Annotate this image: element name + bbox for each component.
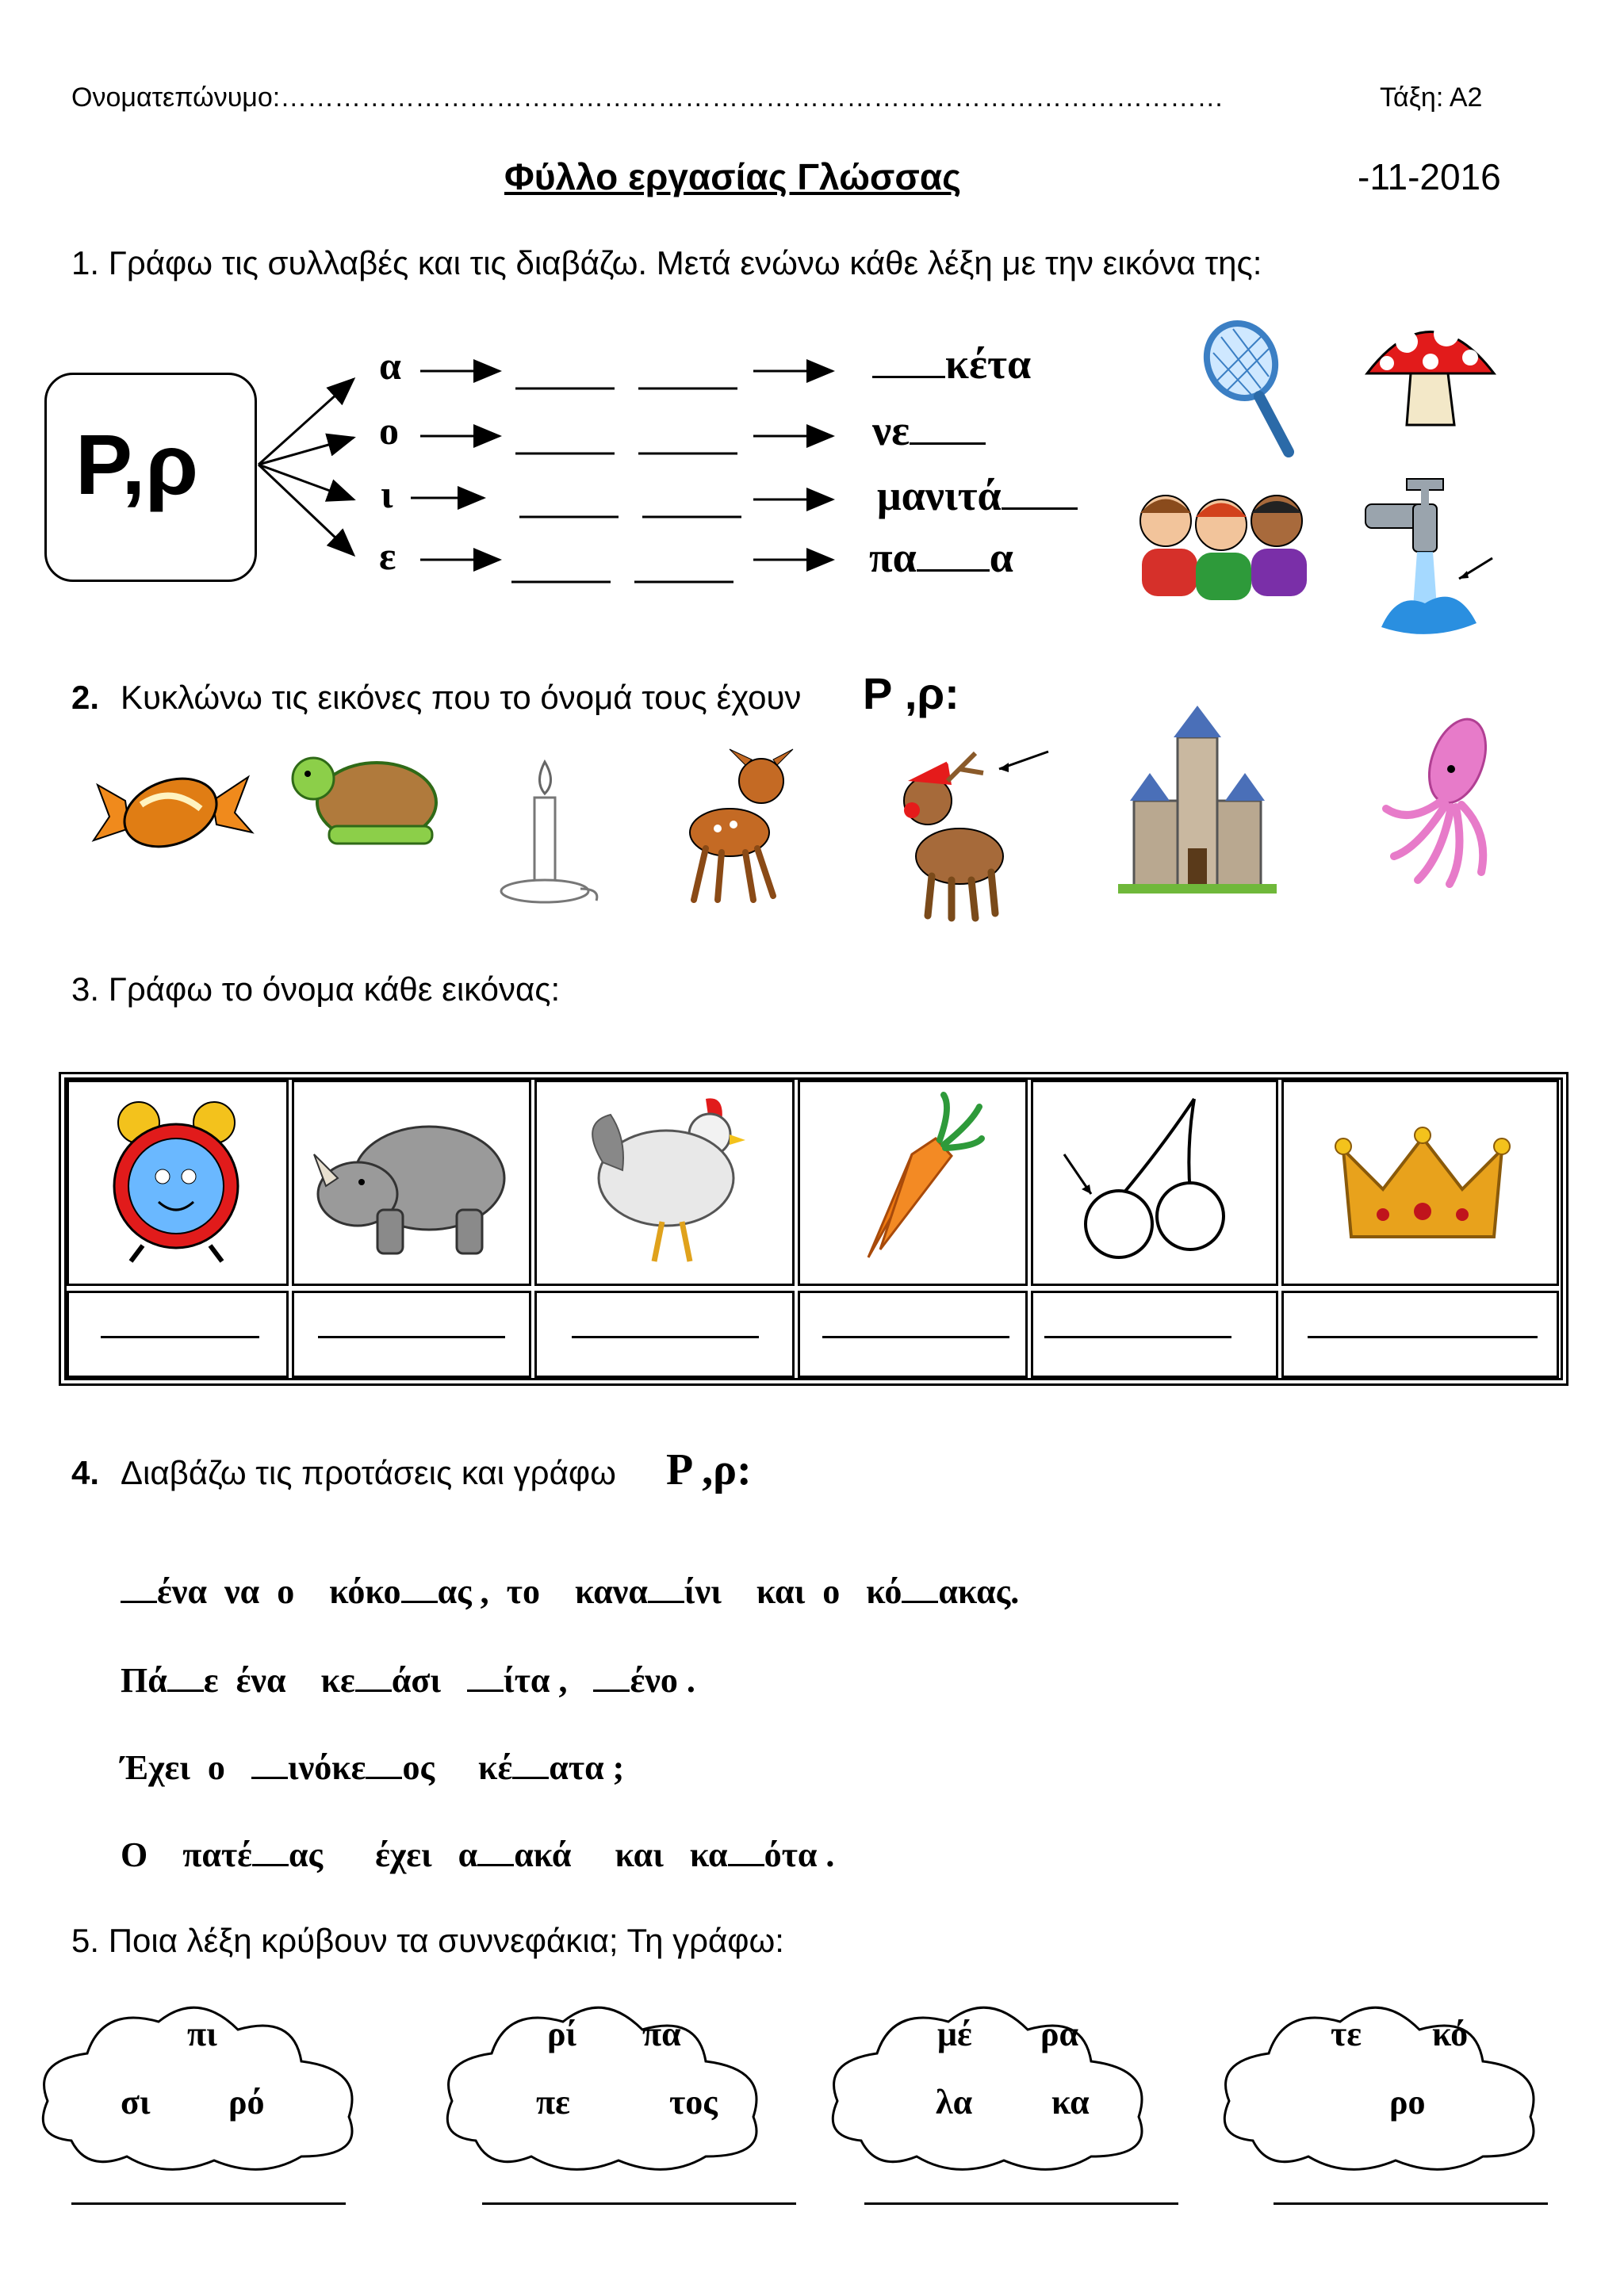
word-blank[interactable] [1002,503,1078,510]
cherries-icon[interactable] [1059,1091,1258,1273]
page-title: Φύλλο εργασίας Γλώσσας [504,156,962,197]
sentence-blank[interactable] [728,1859,764,1866]
candle-icon[interactable] [493,758,604,916]
ex1-instruction: 1. Γράφω τις συλλαβές και τις διαβάζω. Μετά ενώνω κάθε λέξη με την εικόνα της: [71,244,1262,281]
sentence-blank[interactable] [467,1685,504,1692]
sentence-3: Έχει ο ινόκε ος κέ ατα ; [121,1748,625,1787]
cloud-3-syllable: κα [1051,2083,1090,2122]
sentence-blank[interactable] [167,1685,204,1692]
cloud-3-answer-line[interactable] [864,2202,1178,2205]
cloud-4-syllable: κό [1432,2015,1469,2053]
date: -11-2016 [1358,156,1501,197]
ex2-letter: Ρ ,ρ: [863,668,959,718]
cloud-1-answer-line[interactable] [71,2202,346,2205]
friends-icon[interactable] [1118,485,1324,604]
sentence-blank[interactable] [902,1596,938,1603]
alarm-clock-icon[interactable] [95,1091,262,1265]
vowel-o: ο [379,408,399,453]
faucet-icon[interactable] [1358,473,1516,639]
table-cell-answer[interactable] [534,1291,795,1378]
clouds [0,1958,1624,2196]
ex2-instruction: Κυκλώνω τις εικόνες που το όνομά τους έχουν [121,679,802,716]
ex4-letter: Ρ ,ρ: [666,1445,752,1494]
cloud-1-syllable: πι [187,2015,217,2053]
word-2: νε [872,406,986,455]
cloud-3-syllable: λα [936,2083,973,2122]
sentence-blank[interactable] [593,1685,630,1692]
cloud-4-syllable: τε [1331,2015,1362,2053]
sentence-4: Ο πατέ ας έχει α ακά και κα ότα . [121,1835,835,1874]
crown-icon[interactable] [1335,1126,1510,1253]
turtle-icon[interactable] [285,747,452,858]
word-blank[interactable] [872,371,945,378]
ex3-instruction: 3. Γράφω το όνομα κάθε εικόνας: [71,970,561,1008]
vowel-a: α [379,343,401,388]
sentence-blank[interactable] [512,1772,549,1779]
word-blank[interactable] [910,438,986,445]
word-blank[interactable] [917,564,990,572]
class-label: Τάξη: Α2 [1380,82,1483,113]
letter-box-text: Ρ,ρ [75,416,199,512]
word-3: μανιτά [877,471,1078,520]
cloud-4-syllable: ρο [1389,2083,1426,2122]
sentence-blank[interactable] [401,1596,438,1603]
cloud-2-syllable: πε [536,2083,570,2122]
cloud-2-syllable: ρί [547,2015,577,2053]
cloud-2-syllable: πα [642,2015,681,2053]
cloud-2-syllable: τος [669,2083,718,2122]
ex4-instruction: Διαβάζω τις προτάσεις και γράφω [121,1454,616,1491]
name-dots: …………………………………………………………………………………………… [280,82,1224,113]
mushroom-icon[interactable] [1359,298,1502,433]
sentence-blank[interactable] [251,1772,288,1779]
cloud-3-syllable: ρα [1040,2015,1079,2053]
carrot-icon[interactable] [864,1091,983,1265]
racket-icon[interactable] [1197,317,1300,460]
name-label: Ονοματεπώνυμο: [71,82,281,113]
sentence-2: Πά ε ένα κε άσι ίτα , ένο . [121,1661,695,1700]
candy-icon[interactable] [94,737,252,880]
table-cell-answer[interactable] [1281,1291,1559,1378]
sentence-blank[interactable] [366,1772,402,1779]
table-cell-answer[interactable] [798,1291,1028,1378]
cloud-4-answer-line[interactable] [1274,2202,1548,2205]
word-4: πα α [869,534,1013,581]
sentence-blank[interactable] [648,1596,684,1603]
cloud-3-syllable: μέ [937,2015,972,2053]
reindeer-icon[interactable] [872,737,1063,928]
rooster-icon[interactable] [579,1091,753,1273]
table-cell-answer[interactable] [1031,1291,1278,1378]
word-1: κέτα [872,339,1031,388]
rhino-icon[interactable] [314,1107,512,1273]
ex2-number: 2. [71,679,100,716]
castle-icon[interactable] [1118,706,1277,896]
octopus-icon[interactable] [1362,714,1505,888]
deer-icon[interactable] [666,745,801,904]
sentence-blank[interactable] [477,1859,514,1866]
vowel-i: ι [381,472,393,516]
ex5-instruction: 5. Ποια λέξη κρύβουν τα συννεφάκια; Τη γράφω: [71,1922,784,1959]
table-cell-answer[interactable] [292,1291,531,1378]
sentence-blank[interactable] [121,1596,157,1603]
vowel-e: ε [379,534,396,578]
sentence-blank[interactable] [355,1685,392,1692]
sentence-1: ένα να ο κόκο ας , το κανα ίνι και ο κό ακας. [121,1571,1019,1612]
cloud-1-syllable: σι [121,2083,151,2122]
table-cell-answer[interactable] [67,1291,289,1378]
cloud-1-syllable: ρό [228,2083,265,2122]
sentence-blank[interactable] [252,1859,289,1866]
cloud-2-answer-line[interactable] [482,2202,796,2205]
ex4-number: 4. [71,1454,100,1491]
